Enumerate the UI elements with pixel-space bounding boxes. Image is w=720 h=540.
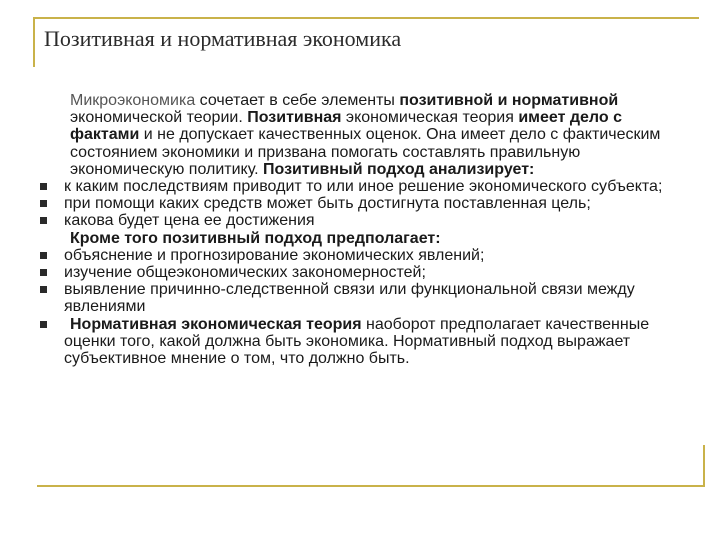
intro-bold-1: позитивной и нормативной [399,92,619,109]
list-item-text: к каким последствиям приводит то или иное решение экономического субъекта; [64,178,663,196]
normative-text: наоборот предполагает качественные оценки того, какой должна быть экономика. Нормативный подход выражает субъективное мнение о том, что должно быть. [64,315,650,368]
intro-bold-2: Позитивная [247,109,342,127]
square-bullet-icon [40,217,47,224]
intro-paragraph [64,92,664,178]
frame-right-line [703,445,705,487]
assumes-heading [64,230,664,247]
list-item [64,195,664,212]
intro-text-2: экономической теории. [70,109,248,127]
list-item [64,281,664,315]
intro-text-4: и не допускает качественных оценок. Она имеет дело с фактическим состоянием экономики и призвана помогать составлять правильную экономическую политику. [70,126,661,178]
slide-body [64,92,664,367]
square-bullet-icon [40,252,47,259]
intro-text-3: экономическая теория [341,109,519,127]
frame-top-line [33,17,699,19]
list-item [64,178,664,195]
intro-bold-4: Позитивный подход анализирует: [263,160,535,178]
square-bullet-icon [40,183,47,190]
list-item-text: при помощи каких средств может быть достигнута поставленная цель; [64,195,591,213]
normative-paragraph [64,316,664,368]
list-item [64,212,664,229]
assumes-heading-text: Кроме того позитивный подход предполагает: [70,229,441,247]
list-item-text: выявление причинно-следственной связи или функциональной связи между явлениями [64,281,635,316]
square-bullet-icon [40,269,47,276]
intro-text-1: сочетает в себе элементы [195,92,400,109]
square-bullet-icon [40,200,47,207]
list-item-text: какова будет цена ее достижения [64,212,315,230]
normative-bold: Нормативная экономическая теория [70,315,362,333]
list-item-text: объяснение и прогнозирование экономических явлений; [64,246,485,264]
list-item [64,247,664,264]
frame-left-line [33,17,35,67]
frame-bottom-line [37,485,703,487]
list-item-text: изучение общеэкономических закономерностей; [64,264,426,282]
square-bullet-icon [40,286,47,293]
microeconomics-term: Микроэкономика [70,92,196,109]
square-bullet-icon [40,321,47,328]
intro-bold-3: имеет дело с фактами [70,109,622,144]
list-item [64,264,664,281]
slide-title: Позитивная и нормативная экономика [44,26,402,51]
